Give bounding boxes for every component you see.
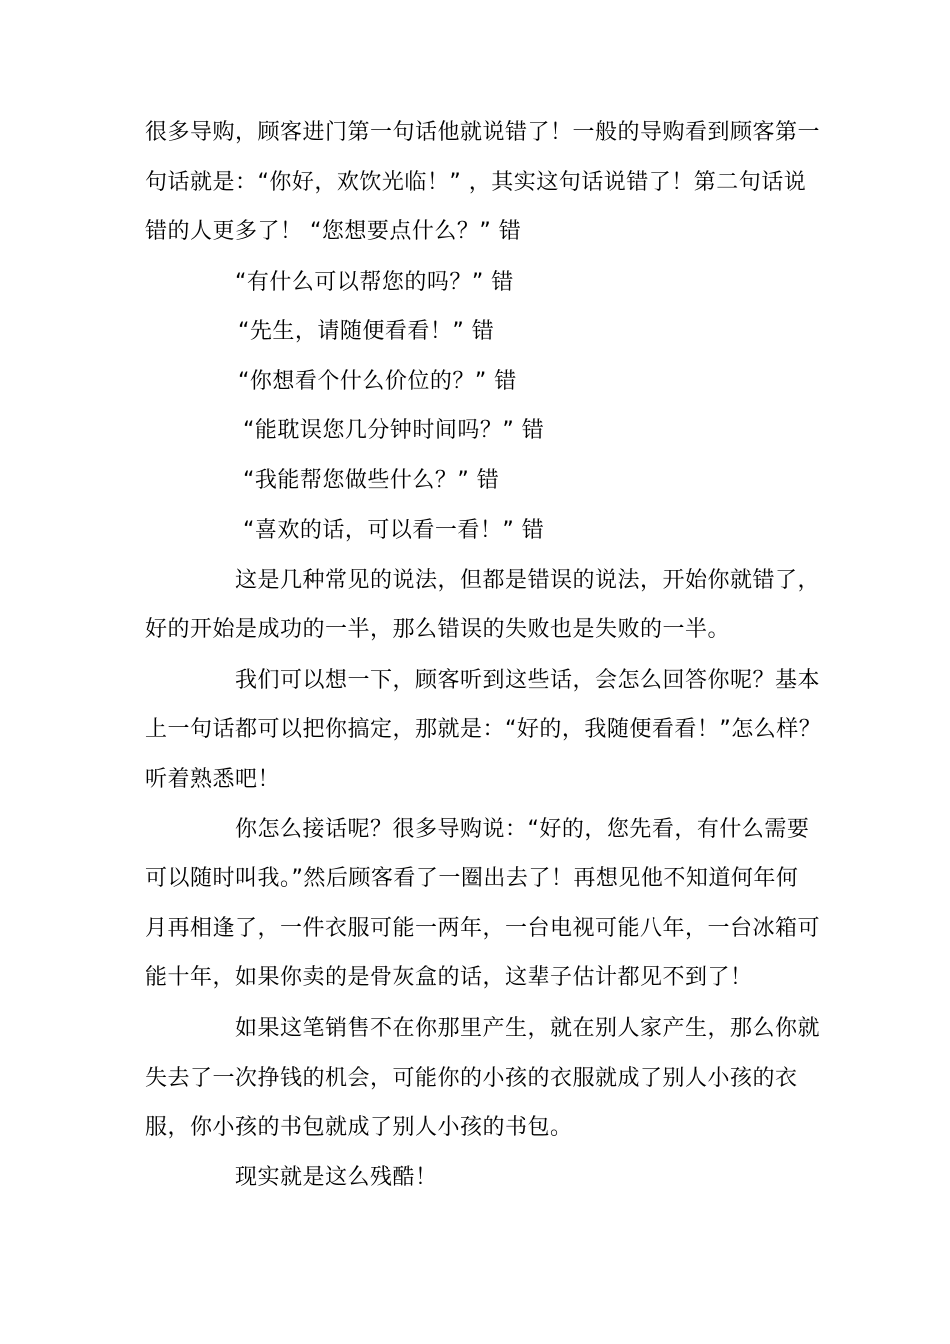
paragraph-3-line-1: 我们可以想一下，顾客听到这些话，会怎么回答你呢？基本 <box>235 668 821 693</box>
quote-line-2: “先生，请随便看看！” 错 <box>238 319 495 344</box>
paragraph-5-line-1: 如果这笔销售不在你那里产生，就在别人家产生，那么你就 <box>235 1016 821 1041</box>
quote-line-5: “我能帮您做些什么？” 错 <box>243 468 500 493</box>
paragraph-6-line-1: 现实就是这么残酷！ <box>235 1165 438 1190</box>
quote-line-6: “喜欢的话，可以看一看！” 错 <box>243 518 545 543</box>
paragraph-3-line-2: 上一句话都可以把你搞定，那就是：“好的，我随便看看！”怎么样？ <box>145 717 822 742</box>
paragraph-1-line-1: 很多导购，顾客进门第一句话他就说错了！一般的导购看到顾客第一 <box>145 120 821 145</box>
paragraph-4-line-1: 你怎么接话呢？很多导购说：“好的，您先看，有什么需要 <box>235 817 810 842</box>
paragraph-3-line-3: 听着熟悉吧！ <box>145 767 281 792</box>
quote-line-1: “有什么可以帮您的吗？” 错 <box>235 270 514 295</box>
paragraph-1-line-3: 错的人更多了！ “您想要点什么？” 错 <box>145 219 522 244</box>
paragraph-4-line-3: 月再相逢了，一件衣服可能一两年，一台电视可能八年，一台冰箱可 <box>145 916 821 941</box>
paragraph-2-line-2: 好的开始是成功的一半，那么错误的失败也是失败的一半。 <box>145 617 731 642</box>
paragraph-4-line-2: 可以随时叫我。”然后顾客看了一圈出去了！再想见他不知道何年何 <box>145 866 799 891</box>
quote-line-3: “你想看个什么价位的？” 错 <box>238 369 517 394</box>
paragraph-2-line-1: 这是几种常见的说法，但都是错误的说法，开始你就错了， <box>235 568 821 593</box>
quote-line-4: “能耽误您几分钟时间吗？” 错 <box>243 418 545 443</box>
paragraph-5-line-3: 服，你小孩的书包就成了别人小孩的书包。 <box>145 1115 573 1140</box>
paragraph-5-line-2: 失去了一次挣钱的机会，可能你的小孩的衣服就成了别人小孩的衣 <box>145 1066 798 1091</box>
paragraph-1-line-2: 句话就是：“你好，欢饮光临！” ，其实这句话说错了！第二句话说 <box>145 170 807 195</box>
paragraph-4-line-4: 能十年，如果你卖的是骨灰盒的话，这辈子估计都见不到了！ <box>145 965 753 990</box>
